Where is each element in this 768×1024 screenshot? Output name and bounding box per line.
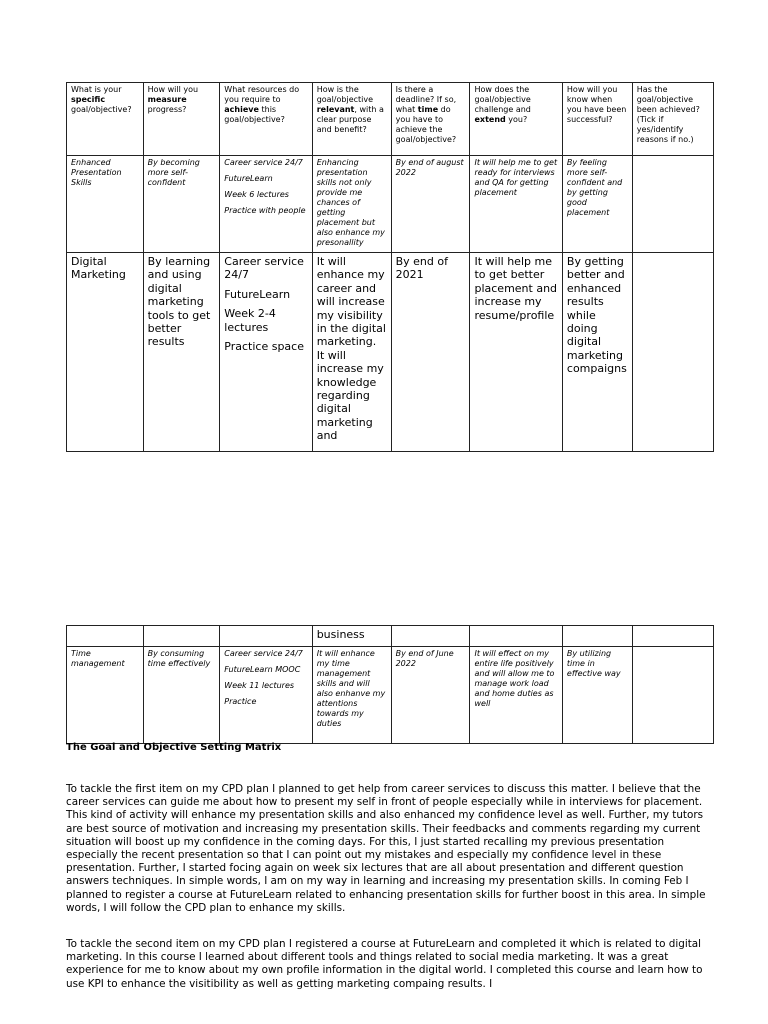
- cell-success: By feeling more self-confident and by getting good placement: [562, 156, 632, 253]
- cell-relevant: Enhancing presentation skills not only provide me chances of getting placement but also enhance my presonallity: [312, 156, 391, 253]
- table-header-row: [67, 83, 714, 156]
- cell-achieved: [632, 647, 713, 744]
- cell-relevant: It will enhance my time management skills and will also enhanve my attentions towards my duties: [312, 647, 391, 744]
- header-cell-measure: How will you measure progress?: [143, 83, 220, 156]
- header-cell-achieved: Has the goal/objective been achieved? (Tick if yes/identify reasons if no.): [632, 83, 713, 156]
- cell-deadline: By end of august 2022: [391, 156, 470, 253]
- cell-measure: By becoming more self-confident: [143, 156, 220, 253]
- cell-goal: Enhanced Presentation Skills: [67, 156, 144, 253]
- header-cell-extend: How does the goal/objective challenge and extend you?: [470, 83, 562, 156]
- table-row: [67, 253, 714, 452]
- header-cell-time: Is there a deadline? If so, what time do you have to achieve the goal/objective?: [391, 83, 470, 156]
- header-cell-relevant: How is the goal/objective relevant, with a clear purpose and benefit?: [312, 83, 391, 156]
- cell-challenge: It will help me to get better placement and increase my resume/profile: [470, 253, 562, 452]
- section-title: The Goal and Objective Setting Matrix: [66, 742, 282, 753]
- table-row: [67, 647, 714, 744]
- cell-resources: Career service 24/7 FutureLearn Week 2-4 lectures Practice space: [220, 253, 312, 452]
- cell-challenge: It will help me to get ready for interviews and QA for getting placement: [470, 156, 562, 253]
- cell-goal: Time management: [67, 647, 144, 744]
- cell-achieved: [632, 253, 713, 452]
- cell-measure: By learning and using digital marketing tools to get better results: [143, 253, 220, 452]
- cell-resources: Career service 24/7 FutureLearn MOOC Week 11 lectures Practice: [220, 647, 312, 744]
- body-paragraph: To tackle the first item on my CPD plan I planned to get help from career services to discuss this matter. I believe that the career services can guide me about how to present my self in front of people especially while in interviews for placement. This kind of activity will enhance my presentation skills and also enhanced my confidence level as well. Further, my tutors are best source of motivation and increasing my presentation skills. Their feedbacks and comments regarding my current situation will boost up my confidence in the coming days. For this, I just started recalling my previous presentation especially the recent presentation so that I can point out my mistakes and especially my confidence level in these presentation. Further, I started focing again on week six lectures that are all about presentation and different question answers techniques. In simple words, I am on my way in learning and increasing my presentation skills. In coming Feb I planned to register a course at FutureLearn related to enhancing presentation skills for further boost in this area. In simple words, I will follow the CPD plan to enhance my skills.: [66, 783, 706, 914]
- cell-goal: Digital Marketing: [67, 253, 144, 452]
- header-cell-success: How will you know when you have been successful?: [562, 83, 632, 156]
- cell-relevant: [312, 253, 391, 452]
- header-cell-achieve: What resources do you require to achieve this goal/objective?: [220, 83, 312, 156]
- cell-relevant-continued: business: [312, 626, 391, 647]
- goal-matrix-table-continued: [66, 625, 714, 744]
- cell-deadline: By end of 2021: [391, 253, 470, 452]
- cell-deadline: By end of June 2022: [391, 647, 470, 744]
- table-row-continued: [67, 626, 714, 647]
- cell-challenge: It will effect on my entire life positively and will allow me to manage work load and home duties as well: [470, 647, 562, 744]
- header-cell-specific: What is your specific goal/objective?: [67, 83, 144, 156]
- cell-measure: By consuming time effectively: [143, 647, 220, 744]
- goal-matrix-table: [66, 82, 714, 452]
- table-row: [67, 156, 714, 253]
- cell-resources: Career service 24/7 FutureLearn Week 6 lectures Practice with people: [220, 156, 312, 253]
- cell-achieved: [632, 156, 713, 253]
- cell-success: By getting better and enhanced results while doing digital marketing compaigns: [562, 253, 632, 452]
- cell-relevant-text: It will enhance my career and will increase my visibility in the digital marketing. It will increase my knowledge regarding digital marketing and: [316, 255, 386, 443]
- cell-success: By utilizing time in effective way: [562, 647, 632, 744]
- body-paragraph: To tackle the second item on my CPD plan I registered a course at FutureLearn and completed it which is related to digital marketing. In this course I learned about different tools and things related to social media marketing. It was a great experience for me to know about my own profile information in the digital world. I completed this course and learn how to use KPI to enhance the visitibility as well as getting marketing compaing results. I: [66, 938, 703, 990]
